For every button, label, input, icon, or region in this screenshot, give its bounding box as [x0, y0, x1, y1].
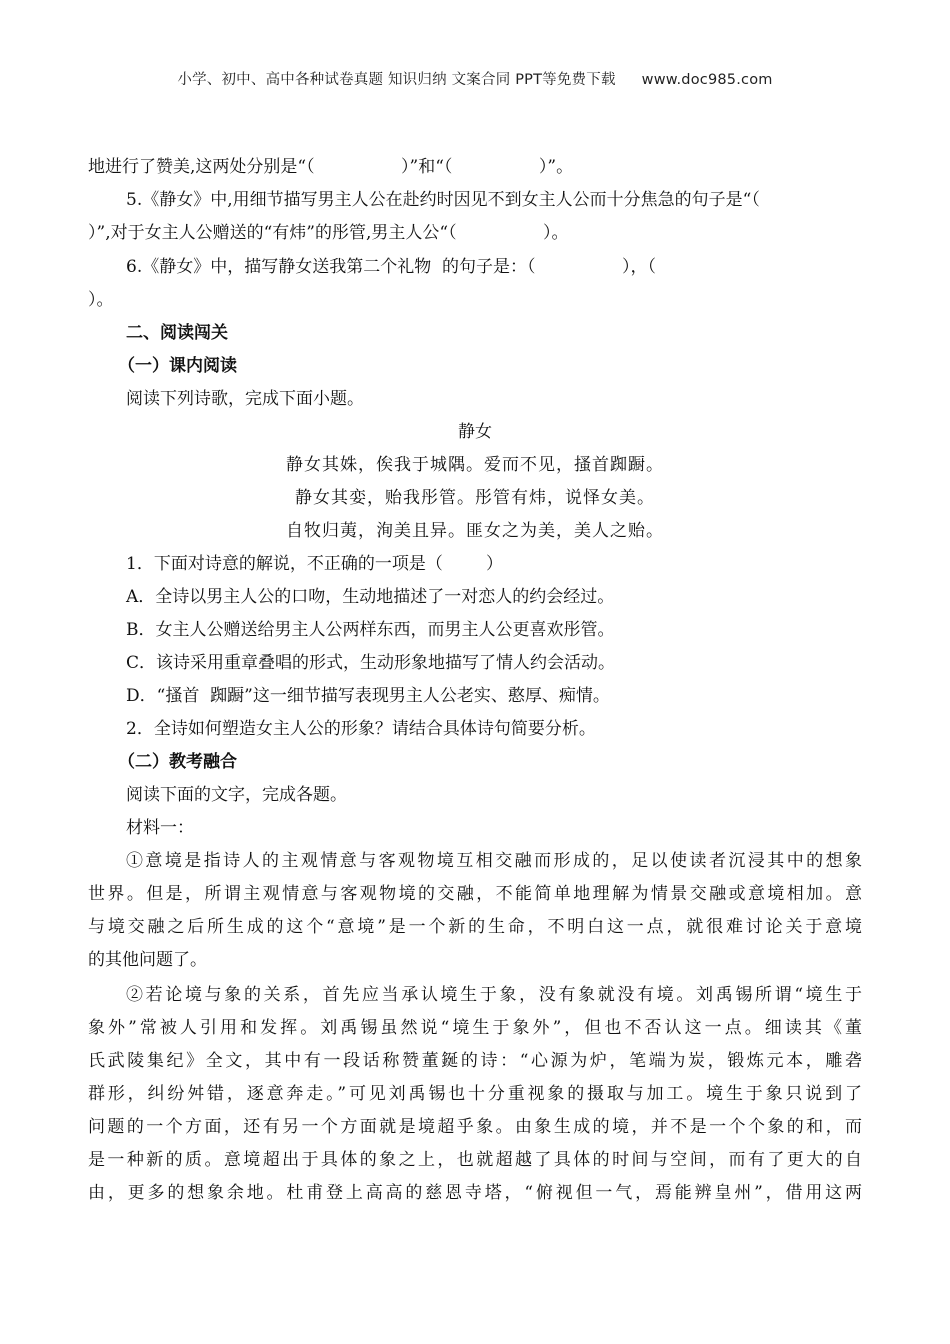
section-title: 二、阅读闯关 — [126, 323, 228, 343]
question-2: 2．全诗如何塑造女主人公的形象？请结合具体诗句简要分析。 — [126, 719, 596, 739]
poem-line: 自牧归荑，洵美且异。匪女之为美，美人之贻。 — [286, 521, 664, 541]
header-url[interactable]: www.doc985.com — [641, 72, 773, 88]
option-b: B．女主人公赠送给男主人公两样东西，而男主人公更喜欢彤管。 — [126, 620, 615, 640]
option-c: C．该诗采用重章叠唱的形式，生动形象地描写了情人约会活动。 — [126, 653, 616, 673]
text-line: ）”,对于女主人公赠送的“有炜”的彤管,男主人公“（ ）。 — [88, 223, 569, 243]
question-1: 1．下面对诗意的解说，不正确的一项是（ ） — [126, 554, 504, 574]
poem-title: 静女 — [458, 422, 492, 442]
question-5-line: 5.《静女》中,用细节描写男主人公在赴约时因见不到女主人公而十分焦急的句子是“（ — [126, 190, 760, 210]
paragraph-line: 群形，纠纷舛错，逐意奔走。”可见刘禹锡也十分重视象的摄取与加工。境生于象只说到了 — [88, 1084, 862, 1104]
header-text: 小学、初中、高中各种试卷真题 知识归纳 文案合同 PPT等免费下载 — [177, 72, 616, 88]
instruction: 阅读下列诗歌，完成下面小题。 — [126, 389, 364, 409]
paragraph-line: 氏武陵集纪》全文，其中有一段话称赞董鋋的诗：“心源为炉，笔端为炭，锻炼元本，雕砻 — [88, 1051, 862, 1071]
poem-line: 静女其娈，贻我彤管。彤管有炜，说怿女美。 — [295, 488, 655, 508]
paragraph-line: 世界。但是，所谓主观情意与客观物境的交融，不能简单地理解为情景交融或意境相加。意 — [88, 884, 862, 904]
text-line: ）。 — [88, 290, 114, 310]
paragraph-line: 是一种新的质。意境超出于具体的象之上，也就超越了具体的时间与空间，而有了更大的自 — [88, 1150, 862, 1170]
instruction: 阅读下面的文字，完成各题。 — [126, 785, 347, 805]
text-line: 地进行了赞美,这两处分别是“（ ）”和“（ ）”。 — [88, 157, 574, 177]
paragraph-line: 的其他问题了。 — [88, 950, 207, 970]
subsection-title: （二）教考融合 — [118, 752, 237, 772]
paragraph-line: 问题的一个方面，还有另一个方面就是境超乎象。由象生成的境，并不是一个个象的和，而 — [88, 1117, 862, 1137]
material-label: 材料一： — [126, 818, 194, 838]
paragraph-line: ①意境是指诗人的主观情意与客观物境互相交融而形成的，足以使读者沉浸其中的想象 — [126, 851, 862, 871]
paragraph-line: 与境交融之后所生成的这个“意境”是一个新的生命，不明白这一点，就很难讨论关于意境 — [88, 917, 862, 937]
paragraph-line: 由，更多的想象余地。杜甫登上高高的慈恩寺塔，“俯视但一气，焉能辨皇州”，借用这两 — [88, 1183, 862, 1203]
option-d: D．“搔首 踟蹰”这一细节描写表现男主人公老实、憨厚、痴情。 — [126, 686, 610, 706]
subsection-title: （一）课内阅读 — [118, 356, 237, 376]
paragraph-line: ②若论境与象的关系，首先应当承认境生于象，没有象就没有境。刘禹锡所谓“境生于 — [126, 985, 862, 1005]
paragraph-line: 象外”常被人引用和发挥。刘禹锡虽然说“境生于象外”，但也不否认这一点。细读其《董 — [88, 1018, 862, 1038]
question-6-line: 6.《静女》中，描写静女送我第二个礼物 的句子是：（ ），（ — [126, 257, 656, 277]
poem-line: 静女其姝，俟我于城隅。爱而不见，搔首踟蹰。 — [286, 455, 664, 475]
page-header — [0, 68, 950, 89]
option-a: A．全诗以男主人公的口吻，生动地描述了一对恋人的约会经过。 — [126, 587, 615, 607]
